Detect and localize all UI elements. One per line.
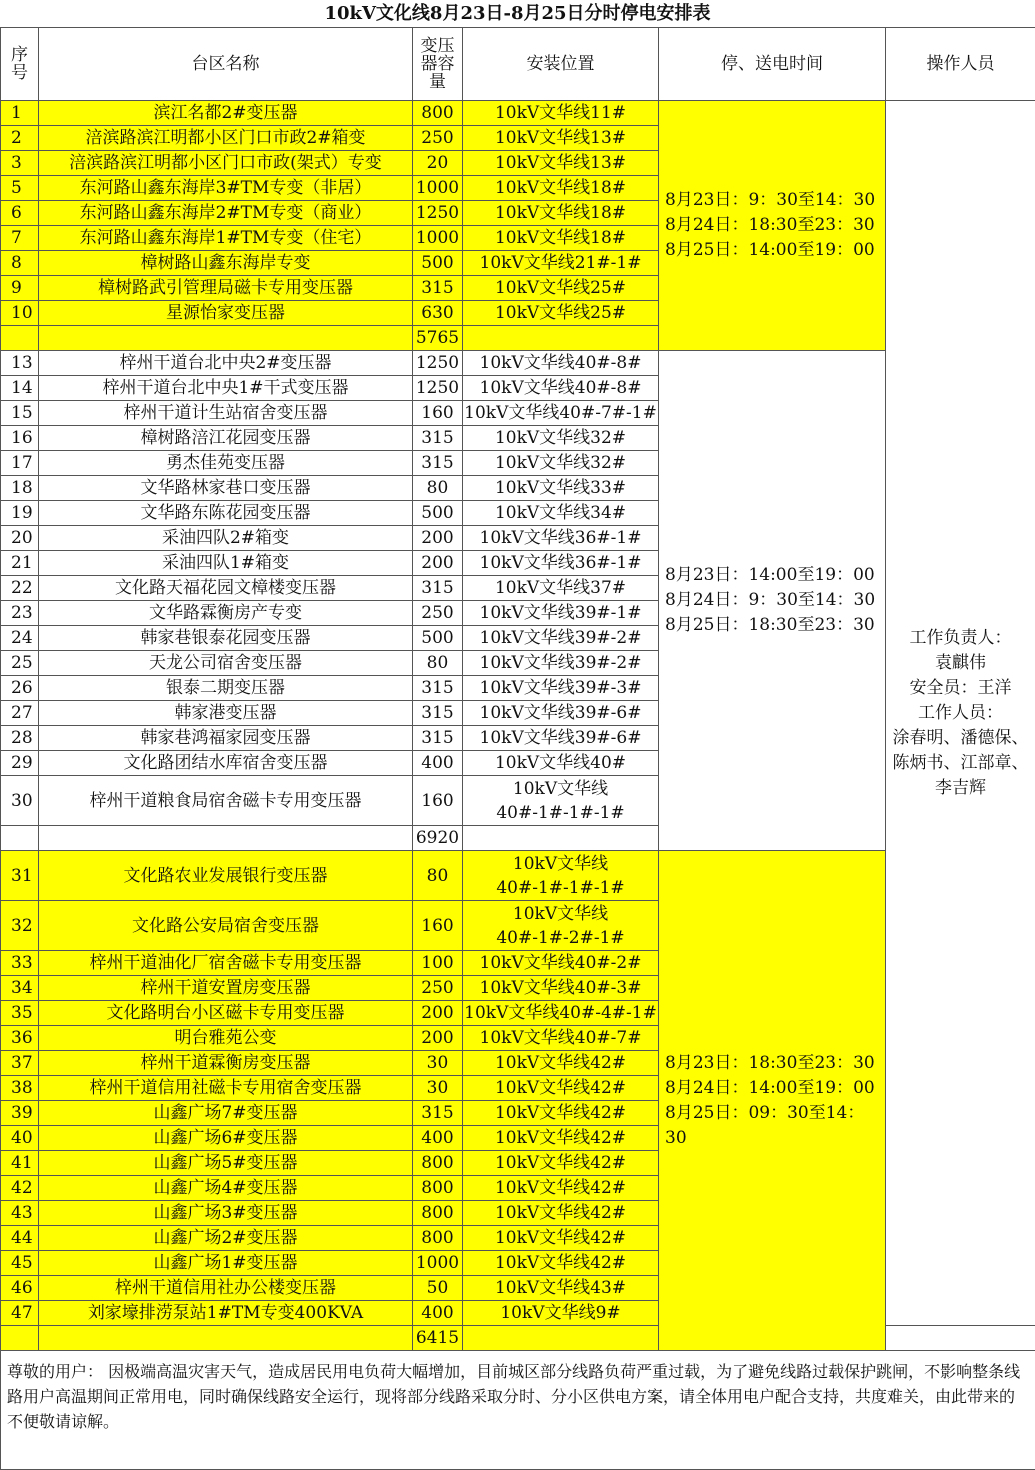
name-cell: 梓州干道安置房变压器 (39, 976, 413, 1001)
capacity-cell: 160 (413, 401, 463, 426)
header-seq: 序号 (1, 28, 39, 101)
capacity-cell: 200 (413, 1001, 463, 1026)
location-cell: 10kV文华线32# (463, 451, 659, 476)
name-cell: 明台雅苑公变 (39, 1026, 413, 1051)
header-location: 安装位置 (463, 28, 659, 101)
name-cell: 天龙公司宿舍变压器 (39, 651, 413, 676)
capacity-cell: 500 (413, 251, 463, 276)
capacity-cell: 1250 (413, 376, 463, 401)
location-cell: 10kV文华线42# (463, 1126, 659, 1151)
capacity-cell: 315 (413, 276, 463, 301)
notice-text: 尊敬的用户： 因极端高温灾害天气，造成居民用电负荷大幅增加，目前城区部分线路负荷严重过载，为了避免线路过载保护跳闸，不影响整条线路用户高温期间正常用电，同时确保线路安全运行，现将部分线路采取分时、分小区供电方案，请全体用电户配合支持，共度难关，由此带来的不便敬请谅解。 (1, 1351, 1035, 1470)
table-row (1, 851, 1035, 901)
location-cell: 10kV文华线42# (463, 1051, 659, 1076)
seq-cell: 39 (1, 1101, 39, 1126)
outage-time-cell (659, 101, 886, 351)
seq-cell: 3 (1, 151, 39, 176)
name-cell: 文化路天福花园文樟楼变压器 (39, 576, 413, 601)
name-cell: 樟树路山鑫东海岸专变 (39, 251, 413, 276)
empty-cell (1, 826, 39, 851)
seq-cell: 30 (1, 776, 39, 826)
seq-cell: 43 (1, 1201, 39, 1226)
capacity-cell: 160 (413, 901, 463, 951)
capacity-cell: 800 (413, 1151, 463, 1176)
seq-cell: 40 (1, 1126, 39, 1151)
location-cell: 10kV文华线42# (463, 1151, 659, 1176)
empty-cell (463, 826, 659, 851)
empty-cell (463, 326, 659, 351)
location-cell: 10kV文华线25# (463, 276, 659, 301)
operator-safety: 安全员：王洋 (890, 676, 1031, 701)
location-cell: 10kV文华线39#-3# (463, 676, 659, 701)
capacity-cell: 800 (413, 1226, 463, 1251)
capacity-cell: 800 (413, 1176, 463, 1201)
outage-schedule-table (0, 27, 1035, 1470)
seq-cell: 8 (1, 251, 39, 276)
seq-cell: 21 (1, 551, 39, 576)
subtotal-capacity: 6920 (413, 826, 463, 851)
name-cell: 涪滨路滨江明都小区门口市政(架式）专变 (39, 151, 413, 176)
empty-cell (1, 1326, 39, 1351)
name-cell: 采油四队1#箱变 (39, 551, 413, 576)
capacity-cell: 200 (413, 551, 463, 576)
name-cell: 韩家巷鸿福家园变压器 (39, 726, 413, 751)
name-cell: 山鑫广场6#变压器 (39, 1126, 413, 1151)
time-line: 8月23日：18:30至23：30 (665, 1051, 885, 1076)
location-cell: 10kV文华线40#-7#-1# (463, 401, 659, 426)
seq-cell: 10 (1, 301, 39, 326)
seq-cell: 29 (1, 751, 39, 776)
capacity-cell: 1250 (413, 201, 463, 226)
capacity-cell: 500 (413, 501, 463, 526)
seq-cell: 20 (1, 526, 39, 551)
empty-cell (463, 1326, 659, 1351)
seq-cell: 44 (1, 1226, 39, 1251)
name-cell: 文化路公安局宿舍变压器 (39, 901, 413, 951)
name-cell: 梓州干道信用社办公楼变压器 (39, 1276, 413, 1301)
location-cell: 10kV文华线40#-2# (463, 951, 659, 976)
name-cell: 刘家壕排涝泵站1#TM专变400KVA (39, 1301, 413, 1326)
operator-leader-label: 工作负责人： (890, 626, 1031, 651)
time-line: 8月25日：09：30至14：30 (665, 1101, 885, 1151)
location-cell: 10kV文华线11# (463, 101, 659, 126)
seq-cell: 14 (1, 376, 39, 401)
seq-cell: 41 (1, 1151, 39, 1176)
empty-cell (39, 326, 413, 351)
location-cell: 10kV文华线40#-1#-1#-1# (463, 776, 659, 826)
name-cell: 韩家港变压器 (39, 701, 413, 726)
capacity-cell: 315 (413, 726, 463, 751)
location-cell: 10kV文华线39#-2# (463, 651, 659, 676)
seq-cell: 37 (1, 1051, 39, 1076)
operator-staff: 涂春明、潘德保、陈炳书、江部章、李吉辉 (890, 726, 1031, 801)
name-cell: 梓州干道油化厂宿舍磁卡专用变压器 (39, 951, 413, 976)
capacity-cell: 315 (413, 676, 463, 701)
outage-time-cell (659, 851, 886, 1351)
name-cell: 梓州干道台北中央1#干式变压器 (39, 376, 413, 401)
capacity-cell: 500 (413, 626, 463, 651)
location-cell: 10kV文华线43# (463, 1276, 659, 1301)
name-cell: 采油四队2#箱变 (39, 526, 413, 551)
outage-time-cell (659, 351, 886, 851)
location-cell: 10kV文华线37# (463, 576, 659, 601)
capacity-cell: 80 (413, 851, 463, 901)
table-row (1, 351, 1035, 376)
seq-cell: 36 (1, 1026, 39, 1051)
name-cell: 樟树路武引管理局磁卡专用变压器 (39, 276, 413, 301)
location-cell: 10kV文华线39#-6# (463, 726, 659, 751)
subtotal-capacity: 5765 (413, 326, 463, 351)
seq-cell: 28 (1, 726, 39, 751)
capacity-cell: 400 (413, 1301, 463, 1326)
location-cell: 10kV文华线40#-3# (463, 976, 659, 1001)
capacity-cell: 250 (413, 976, 463, 1001)
name-cell: 山鑫广场2#变压器 (39, 1226, 413, 1251)
location-cell: 10kV文华线40#-7# (463, 1026, 659, 1051)
seq-cell: 31 (1, 851, 39, 901)
name-cell: 山鑫广场3#变压器 (39, 1201, 413, 1226)
name-cell: 东河路山鑫东海岸1#TM专变（住宅） (39, 226, 413, 251)
location-cell: 10kV文华线42# (463, 1101, 659, 1126)
name-cell: 涪滨路滨江明都小区门口市政2#箱变 (39, 126, 413, 151)
name-cell: 樟树路涪江花园变压器 (39, 426, 413, 451)
location-cell: 10kV文华线40#-1#-2#-1# (463, 901, 659, 951)
operators-cell (886, 101, 1035, 1326)
location-cell: 10kV文华线42# (463, 1226, 659, 1251)
capacity-cell: 80 (413, 651, 463, 676)
capacity-cell: 30 (413, 1076, 463, 1101)
capacity-cell: 80 (413, 476, 463, 501)
table-row (1, 101, 1035, 126)
location-cell: 10kV文华线33# (463, 476, 659, 501)
capacity-cell: 200 (413, 1026, 463, 1051)
time-line: 8月24日：9：30至14：30 (665, 588, 885, 613)
empty-cell (39, 826, 413, 851)
name-cell: 梓州干道计生站宿舍变压器 (39, 401, 413, 426)
name-cell: 东河路山鑫东海岸3#TM专变（非居） (39, 176, 413, 201)
time-line: 8月25日：18:30至23：30 (665, 613, 885, 638)
location-cell: 10kV文华线13# (463, 126, 659, 151)
subtotal-capacity: 6415 (413, 1326, 463, 1351)
seq-cell: 33 (1, 951, 39, 976)
header-operator: 操作人员 (886, 28, 1035, 101)
location-cell: 10kV文华线40#-8# (463, 351, 659, 376)
name-cell: 山鑫广场4#变压器 (39, 1176, 413, 1201)
capacity-cell: 1000 (413, 226, 463, 251)
time-line: 8月24日：14:00至19：00 (665, 1076, 885, 1101)
seq-cell: 16 (1, 426, 39, 451)
capacity-cell: 315 (413, 1101, 463, 1126)
name-cell: 梓州干道信用社磁卡专用宿舍变压器 (39, 1076, 413, 1101)
seq-cell: 13 (1, 351, 39, 376)
seq-cell: 35 (1, 1001, 39, 1026)
time-line: 8月23日：9：30至14：30 (665, 188, 885, 213)
header-capacity: 变压器容量 (413, 28, 463, 101)
location-cell: 10kV文华线21#-1# (463, 251, 659, 276)
capacity-cell: 30 (413, 1051, 463, 1076)
seq-cell: 6 (1, 201, 39, 226)
seq-cell: 9 (1, 276, 39, 301)
seq-cell: 22 (1, 576, 39, 601)
capacity-cell: 160 (413, 776, 463, 826)
name-cell: 韩家巷银泰花园变压器 (39, 626, 413, 651)
name-cell: 文化路团结水库宿舍变压器 (39, 751, 413, 776)
seq-cell: 15 (1, 401, 39, 426)
capacity-cell: 100 (413, 951, 463, 976)
location-cell: 10kV文华线40#-8# (463, 376, 659, 401)
seq-cell: 5 (1, 176, 39, 201)
location-cell: 10kV文华线42# (463, 1076, 659, 1101)
location-cell: 10kV文华线39#-6# (463, 701, 659, 726)
seq-cell: 1 (1, 101, 39, 126)
seq-cell: 45 (1, 1251, 39, 1276)
capacity-cell: 315 (413, 426, 463, 451)
operator-leader: 袁麒伟 (890, 651, 1031, 676)
capacity-cell: 630 (413, 301, 463, 326)
seq-cell: 23 (1, 601, 39, 626)
page-title: 10kV文化线8月23日-8月25日分时停电安排表 (0, 0, 1035, 27)
time-line: 8月25日：14:00至19：00 (665, 238, 885, 263)
header-name: 台区名称 (39, 28, 413, 101)
capacity-cell: 315 (413, 701, 463, 726)
seq-cell: 18 (1, 476, 39, 501)
name-cell: 星源怡家变压器 (39, 301, 413, 326)
name-cell: 山鑫广场5#变压器 (39, 1151, 413, 1176)
name-cell: 文化路明台小区磁卡专用变压器 (39, 1001, 413, 1026)
seq-cell: 24 (1, 626, 39, 651)
capacity-cell: 20 (413, 151, 463, 176)
location-cell: 10kV文华线36#-1# (463, 551, 659, 576)
name-cell: 勇杰佳苑变压器 (39, 451, 413, 476)
location-cell: 10kV文华线32# (463, 426, 659, 451)
capacity-cell: 800 (413, 1201, 463, 1226)
location-cell: 10kV文华线18# (463, 201, 659, 226)
location-cell: 10kV文华线13# (463, 151, 659, 176)
capacity-cell: 315 (413, 451, 463, 476)
seq-cell: 27 (1, 701, 39, 726)
location-cell: 10kV文华线42# (463, 1251, 659, 1276)
location-cell: 10kV文华线40# (463, 751, 659, 776)
seq-cell: 25 (1, 651, 39, 676)
location-cell: 10kV文华线39#-2# (463, 626, 659, 651)
capacity-cell: 400 (413, 1126, 463, 1151)
capacity-cell: 800 (413, 101, 463, 126)
name-cell: 梓州干道霖衡房变压器 (39, 1051, 413, 1076)
seq-cell: 32 (1, 901, 39, 951)
name-cell: 文华路林家巷口变压器 (39, 476, 413, 501)
operator-staff-label: 工作人员： (890, 701, 1031, 726)
seq-cell: 42 (1, 1176, 39, 1201)
location-cell: 10kV文华线36#-1# (463, 526, 659, 551)
capacity-cell: 50 (413, 1276, 463, 1301)
location-cell: 10kV文华线42# (463, 1176, 659, 1201)
empty-cell (39, 1326, 413, 1351)
capacity-cell: 400 (413, 751, 463, 776)
capacity-cell: 1000 (413, 1251, 463, 1276)
location-cell: 10kV文华线40#-1#-1#-1# (463, 851, 659, 901)
location-cell: 10kV文华线18# (463, 176, 659, 201)
seq-cell: 38 (1, 1076, 39, 1101)
name-cell: 文华路东陈花园变压器 (39, 501, 413, 526)
capacity-cell: 200 (413, 526, 463, 551)
seq-cell: 34 (1, 976, 39, 1001)
name-cell: 山鑫广场1#变压器 (39, 1251, 413, 1276)
seq-cell: 46 (1, 1276, 39, 1301)
location-cell: 10kV文华线40#-4#-1# (463, 1001, 659, 1026)
time-line: 8月23日：14:00至19：00 (665, 563, 885, 588)
seq-cell: 26 (1, 676, 39, 701)
capacity-cell: 250 (413, 601, 463, 626)
name-cell: 东河路山鑫东海岸2#TM专变（商业） (39, 201, 413, 226)
name-cell: 滨江名都2#变压器 (39, 101, 413, 126)
name-cell: 山鑫广场7#变压器 (39, 1101, 413, 1126)
header-time: 停、送电时间 (659, 28, 886, 101)
empty-cell (1, 326, 39, 351)
capacity-cell: 315 (413, 576, 463, 601)
seq-cell: 47 (1, 1301, 39, 1326)
name-cell: 文化路农业发展银行变压器 (39, 851, 413, 901)
location-cell: 10kV文华线42# (463, 1201, 659, 1226)
name-cell: 梓州干道粮食局宿舍磁卡专用变压器 (39, 776, 413, 826)
seq-cell: 7 (1, 226, 39, 251)
capacity-cell: 1000 (413, 176, 463, 201)
location-cell: 10kV文华线9# (463, 1301, 659, 1326)
location-cell: 10kV文华线25# (463, 301, 659, 326)
time-line: 8月24日：18:30至23：30 (665, 213, 885, 238)
empty-cell (886, 1326, 1035, 1351)
seq-cell: 2 (1, 126, 39, 151)
name-cell: 文华路霖衡房产专变 (39, 601, 413, 626)
seq-cell: 17 (1, 451, 39, 476)
location-cell: 10kV文华线34# (463, 501, 659, 526)
capacity-cell: 250 (413, 126, 463, 151)
header-row (1, 28, 1035, 101)
name-cell: 银泰二期变压器 (39, 676, 413, 701)
location-cell: 10kV文华线18# (463, 226, 659, 251)
location-cell: 10kV文华线39#-1# (463, 601, 659, 626)
seq-cell: 19 (1, 501, 39, 526)
name-cell: 梓州干道台北中央2#变压器 (39, 351, 413, 376)
capacity-cell: 1250 (413, 351, 463, 376)
